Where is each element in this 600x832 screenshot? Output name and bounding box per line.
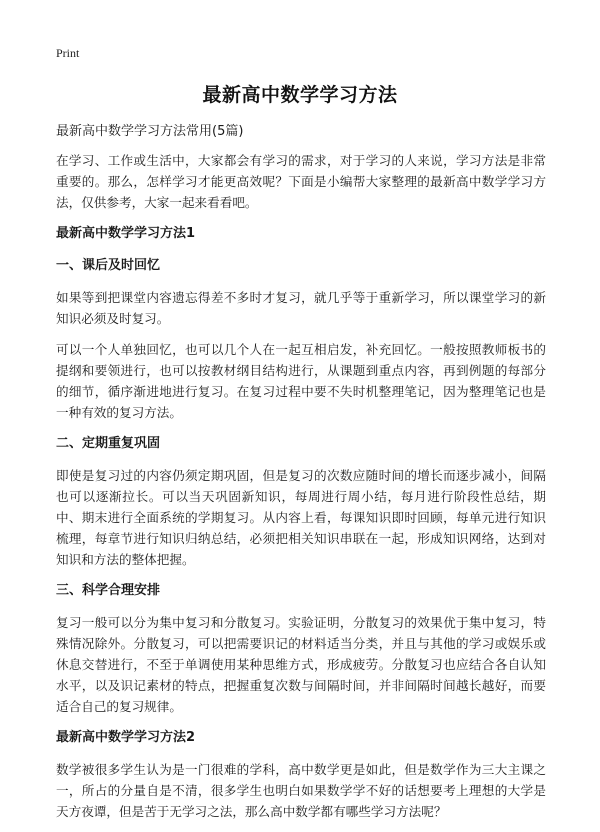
document-subtitle: 最新高中数学学习方法常用(5篇) (56, 124, 244, 139)
paragraph-2: 可以一个人单独回忆，也可以几个人在一起互相启发，补充回忆。一般按照教师板书的提纲和要领进行，也可以按教材纲目结构进行，从课题到重点内容，再到例题的每部分的细节，循序渐进地进行复习。在复习过程中要不失时机整理笔记，因为整理笔记也是一种有效的复习方法。 (56, 342, 546, 420)
heading-periodic-review: 二、定期重复巩固 (56, 436, 161, 451)
paragraph-3: 即使是复习过的内容仍须定期巩固，但是复习的次数应随时间的增长而逐步减小，间隔也可以逐渐拉长。可以当天巩固新知识，每周进行周小结，每月进行阶段性总结，期中、期末进行全面系统的学期复习。从内容上看，每课知识即时回顾，每单元进行知识梳理，每章节进行知识归纳总结，必须把相关知识串联在一起，形成知识网络，达到对知识和方法的整体把握。 (56, 468, 546, 567)
page-title: 最新高中数学学习方法 (202, 84, 398, 106)
article-body (56, 122, 546, 832)
paragraph-4: 复习一般可以分为集中复习和分散复习。实验证明，分散复习的效果优于集中复习，特殊情况除外。分散复习，可以把需要识记的材料适当分类，并且与其他的学习或娱乐或休息交替进行，不至于单调使用某种思维方式，形成疲劳。分散复习也应结合各自认知水平，以及识记素材的特点，把握重复次数与间隔时间，并非间隔时间越长越好，而要适合自己的复习规律。 (56, 615, 546, 714)
print-link[interactable]: Print (56, 46, 80, 60)
heading-review-after-class: 一、课后及时回忆 (56, 258, 161, 273)
heading-scientific-arrangement: 三、科学合理安排 (56, 583, 161, 598)
section-1-title: 最新高中数学学习方法1 (56, 226, 196, 241)
paragraph-1: 如果等到把课堂内容遗忘得差不多时才复习，就几乎等于重新学习，所以课堂学习的新知识必须及时复习。 (56, 290, 546, 326)
section-2-title: 最新高中数学学习方法2 (56, 730, 196, 745)
intro-paragraph: 在学习、工作或生活中，大家都会有学习的需求，对于学习的人来说，学习方法是非常重要的。那么，怎样学习才能更高效呢？下面是小编帮大家整理的最新高中数学学习方法，仅供参考，大家一起来看看吧。 (56, 153, 546, 210)
paragraph-5: 数学被很多学生认为是一门很难的学科，高中数学更是如此，但是数学作为三大主课之一，所占的分量自是不清，很多学生也明白如果数学学不好的话想要考上理想的大学是天方夜谭，但是苦于无学习之法，那么高中数学都有哪些学习方法呢？ (56, 762, 546, 819)
